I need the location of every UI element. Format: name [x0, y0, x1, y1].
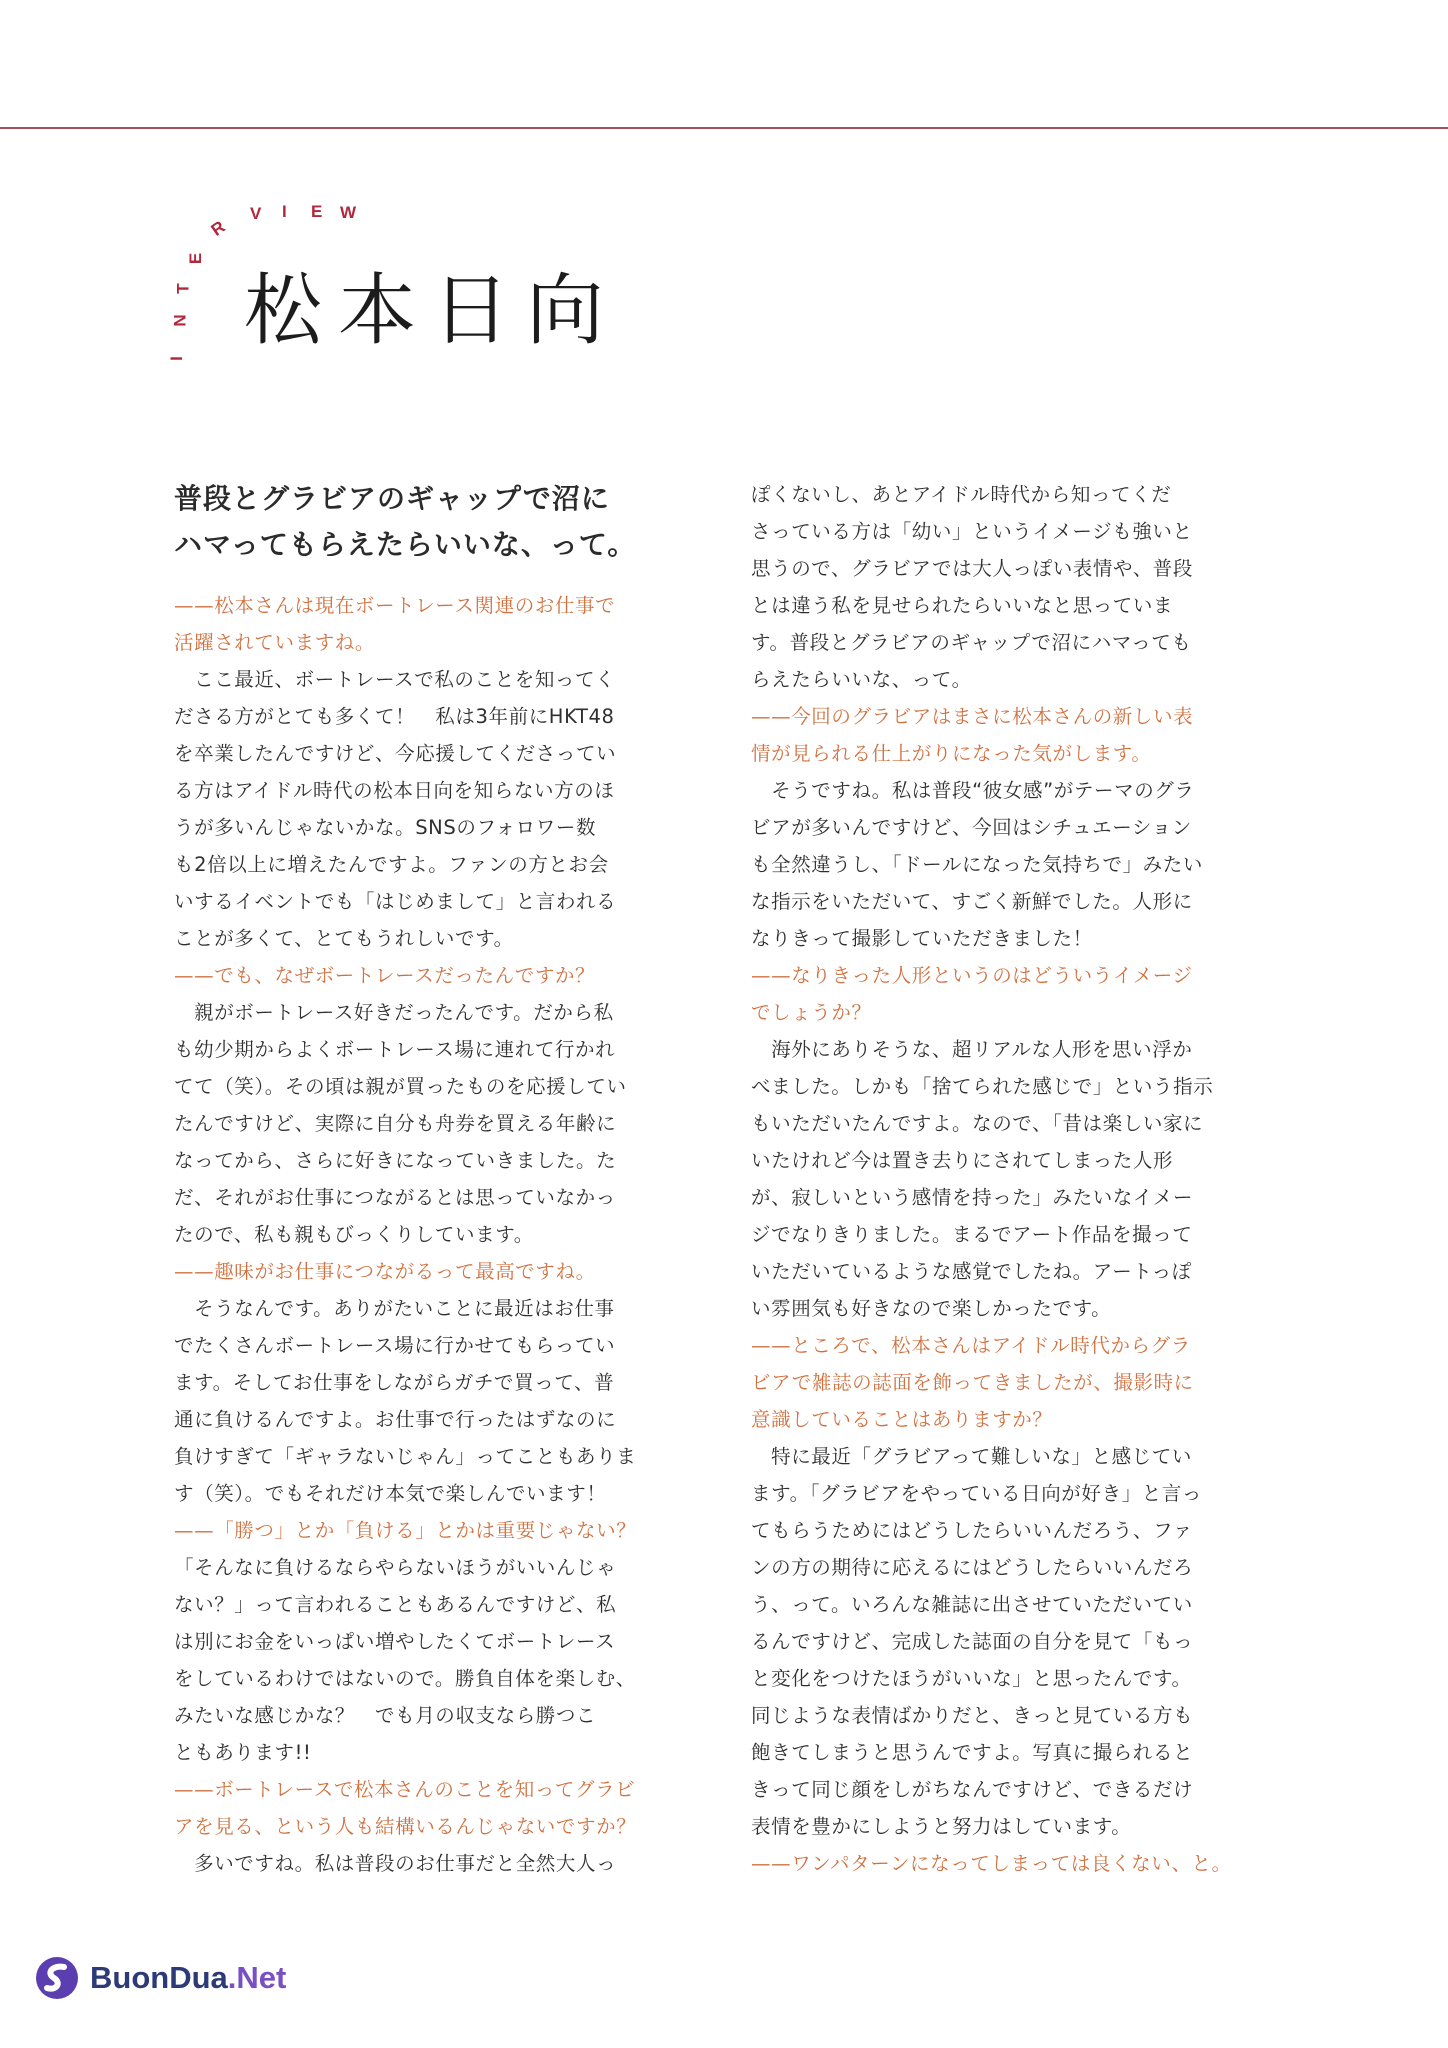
watermark-brand: BuonDua [90, 1960, 228, 1995]
answer-line: ます。そしてお仕事をしながらガチで買って、普 [174, 1371, 615, 1394]
answer-line: も2倍以上に増えたんですよ。ファンの方とお会 [174, 853, 609, 876]
answer-line: でたくさんボートレース場に行かせてもらってい [174, 1334, 616, 1357]
question-line: アを見る、という人も結構いるんじゃないですか？ [174, 1815, 637, 1838]
question-line: ——ワンパターンになってしまっては良くない、と。 [751, 1852, 1232, 1875]
answer-line: 多いですね。私は普段のお仕事だと全然大人っ [174, 1852, 617, 1875]
arc-letter: E [186, 252, 206, 265]
arc-letter: I [166, 356, 186, 361]
answer-line: る方はアイドル時代の松本日向を知らない方のほ [174, 779, 615, 802]
answer-line: な指示をいただいて、すごく新鮮でした。人形に [751, 890, 1193, 913]
buondua-logo-icon [34, 1955, 80, 2001]
question-line: ——ところで、松本さんはアイドル時代からグラ [751, 1334, 1191, 1357]
answer-line: ぽくないし、あとアイドル時代から知ってくだ [751, 483, 1172, 506]
answer-line: ビアが多いんですけど、今回はシチュエーション [751, 816, 1192, 839]
answer-line: いするイベントでも「はじめまして」と言われる [174, 890, 617, 913]
answer-line: ます。「グラビアをやっている日向が好き」と言っ [751, 1482, 1202, 1505]
answer-line: す。普段とグラビアのギャップで沼にハマっても [751, 631, 1192, 654]
answer-line: たので、私も親もびっくりしています。 [174, 1223, 534, 1246]
question-line: 情が見られる仕上がりになった気がします。 [751, 742, 1152, 765]
answer-line: なってから、さらに好きになっていきました。た [174, 1149, 617, 1172]
answer-line: い雰囲気も好きなので楽しかったです。 [751, 1297, 1112, 1320]
question-line: ビアで雑誌の誌面を飾ってきましたが、撮影時に [751, 1371, 1194, 1394]
arc-letter: E [311, 202, 323, 221]
headline-line-1: 普段とグラビアのギャップで沼に [174, 482, 610, 515]
arc-letter: I [282, 202, 287, 221]
answer-line: ことが多くて、とてもうれしいです。 [174, 927, 514, 950]
answer-line: 飽きてしまうと思うんですよ。写真に撮られると [751, 1741, 1194, 1764]
answer-line: 同じような表情ばかりだと、きっと見ている方も [751, 1704, 1194, 1727]
question-line: でしょうか？ [751, 1001, 872, 1024]
answer-line: そうですね。私は普段“彼女感”がテーマのグラ [751, 779, 1195, 802]
question-line: ——松本さんは現在ボートレース関連のお仕事で [174, 594, 616, 617]
answer-line: が、寂しいという感情を持った」みたいなイメー [751, 1186, 1194, 1209]
answer-line: は別にお金をいっぱい増やしたくてボートレース [174, 1630, 616, 1653]
answer-line: さっている方は「幼い」というイメージも強いと [751, 520, 1193, 543]
answer-line: 通に負けるんですよ。お仕事で行ったはずなのに [174, 1408, 617, 1431]
answer-line: なりきって撮影していただきました！ [751, 927, 1093, 950]
answer-line: も全然違うし、「ドールになった気持ちで」みたい [751, 853, 1203, 876]
question-line: 意識していることはありますか？ [751, 1408, 1053, 1431]
top-rule [0, 127, 1448, 129]
answer-line: 親がボートレース好きだったんです。だから私 [174, 1001, 614, 1024]
answer-line: 思うので、グラビアでは大人っぽい表情や、普段 [751, 557, 1194, 580]
arc-letter: V [250, 204, 262, 223]
answer-line: 負けすぎて「ギャラないじゃん」ってこともありま [174, 1445, 637, 1468]
watermark-text [90, 1960, 286, 1996]
headline-line-2: ハマってもらえたらいいな、って。 [174, 528, 637, 561]
answer-line: みたいな感じかな？ でも月の収支なら勝つこ [174, 1704, 597, 1727]
answer-line: う、って。いろんな雑誌に出させていただいてい [751, 1593, 1193, 1616]
arc-letter: N [170, 314, 190, 327]
question-line: ——「勝つ」とか「負ける」とかは重要じゃない？ [174, 1519, 637, 1542]
answer-line: てて（笑）。その頃は親が買ったものを応援してい [174, 1075, 627, 1098]
headline [174, 476, 674, 568]
question-line: ——今回のグラビアはまさに松本さんの新しい表 [751, 705, 1194, 728]
answer-line: ンの方の期待に応えるにはどうしたらいいんだろ [751, 1556, 1194, 1579]
answer-line: ともあります!! [174, 1741, 312, 1764]
answer-line: 表情を豊かにしようと努力はしています。 [751, 1815, 1132, 1838]
interviewee-name: 松本日向 [244, 266, 621, 356]
answer-line: いただいているような感覚でしたね。アートっぽ [751, 1260, 1192, 1283]
arc-letter: R [207, 217, 229, 240]
answer-line: らえたらいいな、って。 [751, 668, 972, 691]
answer-line: ジでなりきりました。まるでアート作品を撮って [751, 1223, 1193, 1246]
question-line: 活躍されていますね。 [174, 631, 376, 654]
answer-line: そうなんです。ありがたいことに最近はお仕事 [174, 1297, 615, 1320]
answer-line: うが多いんじゃないかな。SNSのフォロワー数 [174, 816, 597, 839]
answer-line: もいただいたんですよ。なので、「昔は楽しい家に [751, 1112, 1204, 1135]
answer-line: ない？」って言われることもあるんですけど、私 [174, 1593, 617, 1616]
answer-line: ここ最近、ボートレースで私のことを知ってく [174, 668, 616, 691]
answer-line: るんですけど、完成した誌面の自分を見て「もっ [751, 1630, 1194, 1653]
question-line: ——ボートレースで松本さんのことを知ってグラビ [174, 1778, 636, 1801]
answer-line: も幼少期からよくボートレース場に連れて行かれ [174, 1038, 616, 1061]
arc-letter: T [173, 283, 193, 294]
answer-line: いたけれど今は置き去りにされてしまった人形 [751, 1149, 1174, 1172]
answer-line: きって同じ顔をしがちなんですけど、できるだけ [751, 1778, 1194, 1801]
answer-line: だ、それがお仕事につながるとは思っていなかっ [174, 1186, 616, 1209]
watermark-tld: .Net [227, 1960, 287, 1995]
arc-letter: W [340, 203, 357, 222]
question-line: ——でも、なぜボートレースだったんですか？ [174, 964, 596, 987]
answer-line: てもらうためにはどうしたらいいんだろう、ファ [751, 1519, 1193, 1542]
answer-line: をしているわけではないので。勝負自体を楽しむ、 [174, 1667, 636, 1690]
answer-line: 海外にありそうな、超リアルな人形を思い浮か [751, 1038, 1193, 1061]
answer-line: たんですけど、実際に自分も舟券を買える年齢に [174, 1112, 617, 1135]
question-line: ——趣味がお仕事につながるって最高ですね。 [174, 1260, 596, 1283]
answer-line: べました。しかも「捨てられた感じで」という指示 [751, 1075, 1214, 1098]
answer-line: と変化をつけたほうがいいな」と思ったんです。 [751, 1667, 1192, 1690]
answer-line: 特に最近「グラビアって難しいな」と感じてい [751, 1445, 1193, 1468]
answer-line: 「そんなに負けるならやらないほうがいいんじゃ [174, 1556, 617, 1579]
answer-line: す（笑）。でもそれだけ本気で楽しんでいます！ [174, 1482, 607, 1505]
answer-line: を卒業したんですけど、今応援してくださってい [174, 742, 617, 765]
answer-line: とは違う私を見せられたらいいなと思っていま [751, 594, 1174, 617]
question-line: ——なりきった人形というのはどういうイメージ [751, 964, 1193, 987]
answer-line: ださる方がとても多くて！ 私は3年前にHKT48 [174, 705, 615, 728]
watermark-logo [34, 1955, 286, 2001]
